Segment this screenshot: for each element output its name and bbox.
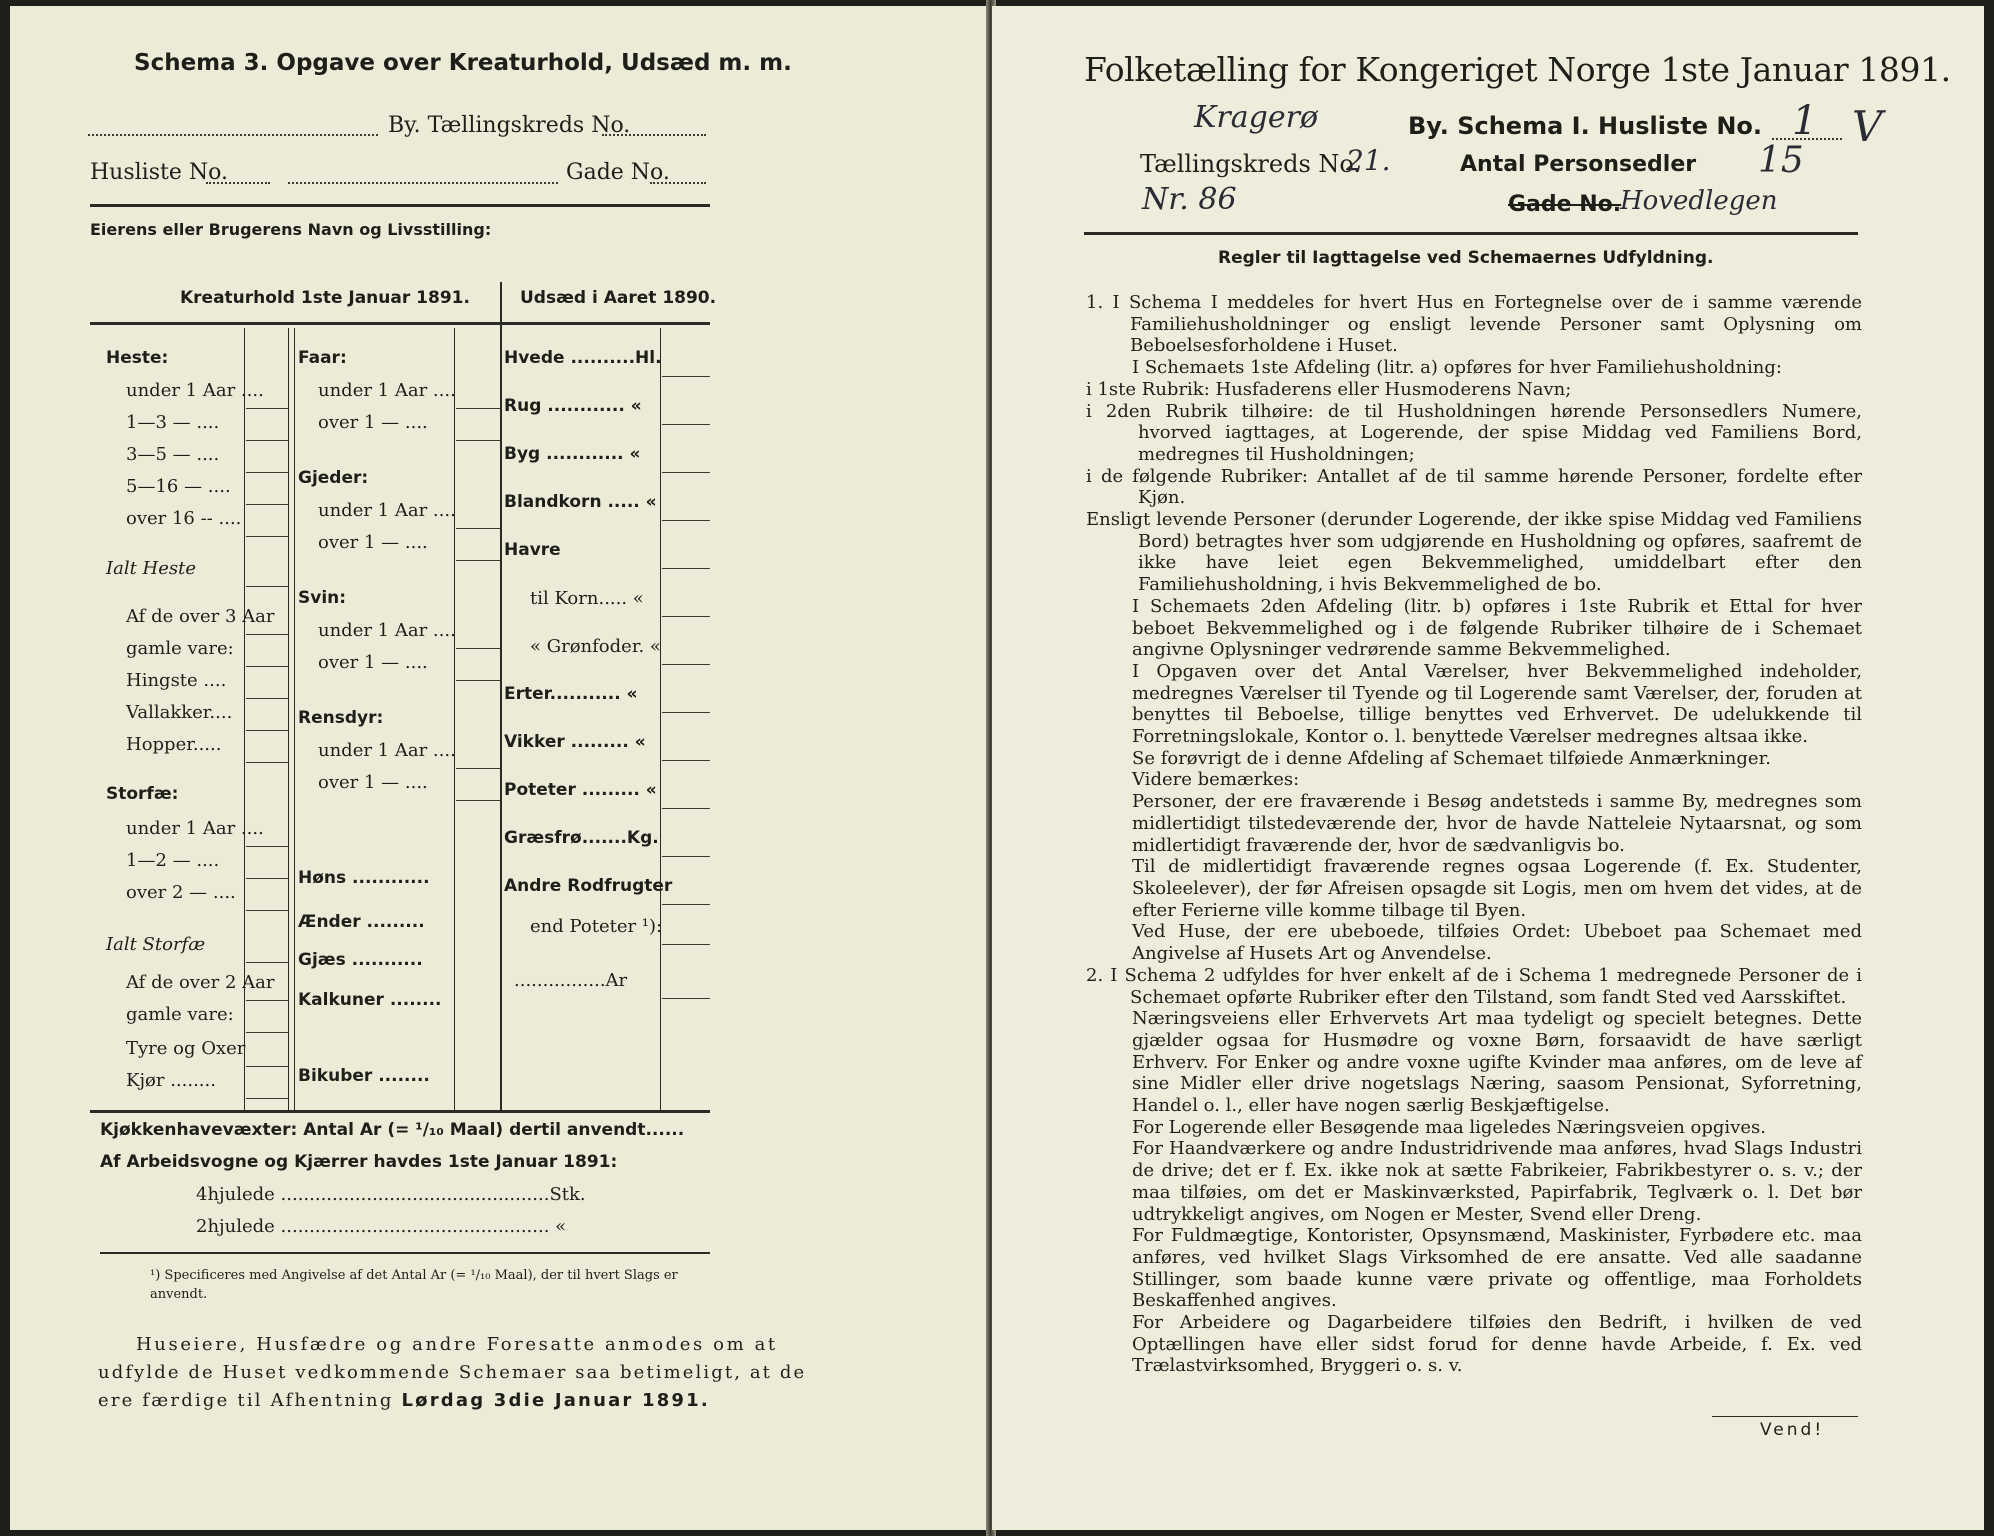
col3-entry-blank-13[interactable] xyxy=(662,998,710,999)
col1-row-7: Af de over 3 Aar xyxy=(126,606,275,627)
col3-entry-blank-4[interactable] xyxy=(662,568,710,569)
right-page xyxy=(992,6,1984,1530)
col1-entry-blank-20[interactable] xyxy=(246,1098,288,1099)
rule-1j: Personer, der ere fraværende i Besøg andetsteds i samme By, medregnes som midlertidigt tilstedeværende der, hvor de havde Natteleie Nytaarsnat, og som midlertidigt fraværende der, hvor de sædvanligvis bo. xyxy=(1132,791,1862,856)
col1-entry-blank-4[interactable] xyxy=(246,504,288,505)
handwritten-husliste: 1 xyxy=(1792,98,1818,144)
col3-row-2: Byg ............ « xyxy=(504,444,641,464)
col1-row-20: Kjør ........ xyxy=(126,1070,216,1091)
fire-hjulede-line: 4hjulede ...............................................Stk. xyxy=(196,1184,586,1205)
handwritten-kreds: 21. xyxy=(1346,144,1391,177)
closing-date: Lørdag 3die Januar 1891. xyxy=(401,1390,710,1411)
gade-blank[interactable] xyxy=(650,182,706,184)
col2-entry-blank-7[interactable] xyxy=(456,648,500,649)
col3-row-13: ................Ar xyxy=(514,970,628,991)
col3-row-6: « Grønfoder. « xyxy=(530,636,661,657)
arbeidsvogne-line: Af Arbeidsvogne og Kjærrer havdes 1ste Januar 1891: xyxy=(100,1152,618,1172)
col2-row-9: Rensdyr: xyxy=(298,708,384,728)
col2-row-7: under 1 Aar .... xyxy=(318,620,456,641)
left-page xyxy=(10,6,990,1530)
rule-1g: I Opgaven over det Antal Værelser, hver Bekvemmelighed indeholder, medregnes Værelser til Tyende og til Logerende samt Værelser, der, foruden at benyttes til Beboelse, tillige benyttes ved Erhvervet. De udelukkende til Forretningslokale, Kontor o. l. benyttede Værelser medregnes altsaa ikke. xyxy=(1132,660,1862,748)
husliste-label: Husliste No. xyxy=(90,160,228,185)
col1-row-3: 3—5 — .... xyxy=(126,444,220,465)
col3-entry-blank-6[interactable] xyxy=(662,664,710,665)
col2-line-a xyxy=(294,328,295,1110)
col2-row-0: Faar: xyxy=(298,348,347,368)
handwritten-town: Kragerø xyxy=(1194,100,1318,135)
col1-row-2: 1—3 — .... xyxy=(126,412,220,433)
col1-row-12: Storfæ: xyxy=(106,784,179,804)
rule-1l: Ved Huse, der ere ubeboede, tilføies Ordet: Ubeboet paa Schemaet med Angivelse af Husets Art og Anvendelse. xyxy=(1132,921,1862,965)
col1-row-18: gamle vare: xyxy=(126,1004,234,1025)
census-title: Folketælling for Kongeriget Norge 1ste Januar 1891. xyxy=(1084,50,1951,89)
by-kreds-label: By. Tællingskreds No. xyxy=(388,113,631,138)
col1-entry-blank-6[interactable] xyxy=(246,586,288,587)
col3-row-9: Poteter ......... « xyxy=(504,780,657,800)
by-schema-label: By. Schema I. Husliste No. xyxy=(1408,112,1763,140)
col3-line-a xyxy=(660,328,661,1110)
col2-entry-blank-10[interactable] xyxy=(456,768,500,769)
col2-row-11: over 1 — .... xyxy=(318,772,428,793)
col3-row-4: Havre xyxy=(504,540,561,560)
col2-row-10: under 1 Aar .... xyxy=(318,740,456,761)
col2-row-2: over 1 — .... xyxy=(318,412,428,433)
rule-2c: For Haandværkere og andre Industridrivende maa anføres, hvad Slags Industri de drive; det er f. Ex. ikke nok at sætte Fabrikeier, Fabrikbestyrer o. s. v.; der maa tilføies, om det er Maskinværksted, Papirfabrik, Teglværk o. l. Det bør udtrykkeligt angives, om Nogen er Mester, Svend eller Dreng. xyxy=(1132,1138,1862,1225)
col2-row-13: Ænder ......... xyxy=(298,912,425,932)
col3-entry-blank-2[interactable] xyxy=(662,472,710,473)
closing-line-1: Huseiere, Husfædre og andre Foresatte anmodes om at xyxy=(136,1334,778,1355)
col1-entry-blank-15[interactable] xyxy=(246,910,288,911)
col1-entry-blank-14[interactable] xyxy=(246,878,288,879)
table-bottom-rule xyxy=(90,1110,710,1113)
col1-entry-blank-16[interactable] xyxy=(246,962,288,963)
col3-entry-blank-9[interactable] xyxy=(662,808,710,809)
header-rule xyxy=(90,204,710,207)
col2-entry-blank-2[interactable] xyxy=(456,440,500,441)
col2-entry-blank-1[interactable] xyxy=(456,408,500,409)
antal-personsedler-label: Antal Personsedler xyxy=(1460,152,1697,177)
rule-2d: For Fuldmægtige, Kontorister, Opsynsmænd, Maskinister, Fyrbødere etc. maa anføres, ved hvilket Slags Virksomhed de ere ansatte. Ved alle saadanne Stillinger, som baade kunne være private og offentlige, maa Forholdets Beskaffenhed angives. xyxy=(1132,1225,1862,1312)
right-header-rule xyxy=(1084,232,1858,235)
footnote: ¹) Specificeres med Angivelse af det Antal Ar (= ¹/₁₀ Maal), der til hvert Slags er anvendt. xyxy=(150,1268,678,1302)
col3-row-10: Græsfrø.......Kg. xyxy=(504,828,659,848)
col1-row-6: Ialt Heste xyxy=(106,558,197,579)
col1-entry-blank-2[interactable] xyxy=(246,440,288,441)
to-hjulede-line: 2hjulede ............................................... « xyxy=(196,1216,567,1237)
col1-row-19: Tyre og Oxer xyxy=(126,1038,246,1059)
tick-mark-icon: V xyxy=(1852,102,1883,151)
col1-row-8: gamle vare: xyxy=(126,638,234,659)
table-top-rule xyxy=(90,322,710,325)
col1-line-b xyxy=(288,328,289,1110)
col2-row-1: under 1 Aar .... xyxy=(318,380,456,401)
rules-body xyxy=(1086,292,1862,1377)
col3-row-11: Andre Rodfrugter xyxy=(504,876,673,896)
col1-row-11: Hopper..... xyxy=(126,734,222,755)
rule-2: 2. I Schema 2 udfyldes for hver enkelt af de i Schema 1 medregnede Personer de i Schemaet opførte Rubriker efter den Tilstand, som fandt Sted ved Aarsskiftet. xyxy=(1086,964,1862,1008)
col1-row-1: under 1 Aar .... xyxy=(126,380,264,401)
vend-rule xyxy=(1712,1416,1858,1417)
col2-entry-blank-4[interactable] xyxy=(456,528,500,529)
col2-row-6: Svin: xyxy=(298,588,347,608)
rule-1e: Ensligt levende Personer (derunder Logerende, der ikke spise Middag ved Familiens Bord) betragtes hver som udgjørende en Husholdning og opføres, saafremt de ikke have leiet egen Bekvemmelighed, umiddelbart efter den Familiehusholdning, i hvis Bekvemmelighed de bo. xyxy=(1086,509,1862,596)
col2-entry-blank-8[interactable] xyxy=(456,680,500,681)
col3-entry-blank-0[interactable] xyxy=(662,376,710,377)
kjokken-line: Kjøkkenhavevæxter: Antal Ar (= ¹/₁₀ Maal) dertil anvendt...... xyxy=(100,1120,685,1140)
col2-entry-blank-5[interactable] xyxy=(456,560,500,561)
rule-1a: I Schemaets 1ste Afdeling (litr. a) opføres for hver Familiehusholdning: xyxy=(1132,357,1782,379)
rule-2b: For Logerende eller Besøgende maa ligeledes Næringsveien opgives. xyxy=(1132,1116,1766,1138)
col2-entry-blank-11[interactable] xyxy=(456,800,500,801)
vend-label: Vend! xyxy=(1760,1420,1825,1440)
col1-entry-blank-1[interactable] xyxy=(246,408,288,409)
handwritten-nr: Nr. 86 xyxy=(1142,182,1237,217)
footnote-rule xyxy=(100,1252,710,1254)
col3-row-3: Blandkorn ..... « xyxy=(504,492,657,512)
col1-row-17: Af de over 2 Aar xyxy=(126,972,275,993)
col3-entry-blank-1[interactable] xyxy=(662,424,710,425)
husliste-blank[interactable] xyxy=(206,182,270,184)
rule-2a: Næringsveiens eller Erhvervets Art maa tydeligt og specielt betegnes. Dette gjælder ogsaa for Husmødre og voxne Børn, forsaavidt de have særligt Erhverv. For Enker og andre voxne ugifte Kvinder maa anføres, om de leve af sine Midler eller drive nogetslags Næring, saasom Pensionat, Syforretning, Handel o. l., eller have nogen særlig Beskjæftigelse. xyxy=(1132,1008,1862,1117)
by-blank[interactable] xyxy=(88,134,378,136)
col2-row-3: Gjeder: xyxy=(298,468,369,488)
rule-1b: i 1ste Rubrik: Husfaderens eller Husmoderens Navn; xyxy=(1086,378,1572,400)
col1-entry-blank-9[interactable] xyxy=(246,698,288,699)
rule-1k: Til de midlertidigt fraværende regnes ogsaa Logerende (f. Ex. Studenter, Skoleelever), der før Afreisen opsagde sit Logis, men om hvem det vides, at de efter Ferierne ville komme tilbage til Byen. xyxy=(1132,856,1862,921)
col1-entry-blank-3[interactable] xyxy=(246,472,288,473)
col3-row-7: Erter........... « xyxy=(504,684,638,704)
handwritten-antal: 15 xyxy=(1758,140,1804,181)
col1-row-14: 1—2 — .... xyxy=(126,850,220,871)
col2-row-4: under 1 Aar .... xyxy=(318,500,456,521)
col3-entry-blank-11[interactable] xyxy=(662,904,710,905)
col1-row-4: 5—16 — .... xyxy=(126,476,231,497)
col1-entry-blank-18[interactable] xyxy=(246,1032,288,1033)
gade-label: Gade No. xyxy=(566,160,670,185)
col1-row-13: under 1 Aar .... xyxy=(126,818,264,839)
rule-1h: Se forøvrigt de i denne Afdeling af Schemaet tilføiede Anmærkninger. xyxy=(1132,747,1771,769)
schema3-title: Schema 3. Opgave over Kreaturhold, Udsæd m. m. xyxy=(134,50,792,76)
col2-row-14: Gjæs ........... xyxy=(298,950,423,970)
col2-line-b xyxy=(454,328,455,1110)
col1-row-10: Vallakker.... xyxy=(126,702,233,723)
rule-2e: For Arbeidere og Dagarbeidere tilføies den Bedrift, i hvilken de ved Optællingen have eller sidst forud for denne havde Arbeide, f. Ex. ved Trælastvirksomhed, Bryggeri o. s. v. xyxy=(1132,1312,1862,1377)
col3-row-5: til Korn..... « xyxy=(530,588,644,609)
rule-1d: i de følgende Rubriker: Antallet af de til samme hørende Personer, fordelte efter Kjøn. xyxy=(1086,465,1862,509)
col1-row-16: Ialt Storfæ xyxy=(106,934,206,955)
rule-1: 1. I Schema I meddeles for hvert Hus en Fortegnelse over de i samme værende Familiehusholdninger og ensligt levende Personer samt Oplysning om Beboelsesforholdene i Huset. xyxy=(1086,292,1862,357)
col2-row-16: Bikuber ........ xyxy=(298,1066,430,1086)
rule-1c: i 2den Rubrik tilhøire: de til Husholdningen hørende Personsedlers Numere, hvorved iagttages, at Logerende, der spise Middag ved Familiens Bord, medregnes til Husholdningen; xyxy=(1086,400,1862,465)
kreds-blank[interactable] xyxy=(602,134,706,136)
col1-entry-blank-17[interactable] xyxy=(246,1000,288,1001)
rule-1f: I Schemaets 2den Afdeling (litr. b) opføres i 1ste Rubrik et Ettal for hver beboet Bekvemmelighed og i de følgende Rubriker tilhøire de i Schemaet angivne Oplysninger vedrørende samme Bekvemmelighed. xyxy=(1132,595,1862,661)
col1-row-15: over 2 — .... xyxy=(126,882,236,903)
col1-entry-blank-7[interactable] xyxy=(246,634,288,635)
col2-row-8: over 1 — .... xyxy=(318,652,428,673)
col1-entry-blank-5[interactable] xyxy=(246,536,288,537)
col3-entry-blank-7[interactable] xyxy=(662,712,710,713)
col3-row-0: Hvede ..........Hl. xyxy=(504,348,662,368)
kreaturhold-header: Kreaturhold 1ste Januar 1891. xyxy=(180,288,470,308)
table-divider xyxy=(500,282,502,1110)
rules-title: Regler til Iagttagelse ved Schemaernes Udfyldning. xyxy=(1218,248,1714,268)
col3-entry-blank-3[interactable] xyxy=(662,520,710,521)
closing-line-3-text: ere færdige til Afhentning xyxy=(98,1390,394,1411)
col1-row-5: over 16 -- .... xyxy=(126,508,242,529)
owner-label: Eierens eller Brugerens Navn og Livsstilling: xyxy=(90,220,492,239)
col3-row-8: Vikker ......... « xyxy=(504,732,646,752)
closing-line-3 xyxy=(98,1390,710,1411)
col1-entry-blank-13[interactable] xyxy=(246,846,288,847)
col2-row-15: Kalkuner ........ xyxy=(298,990,442,1010)
col2-row-12: Høns ............ xyxy=(298,868,430,888)
col1-entry-blank-11[interactable] xyxy=(246,762,288,763)
col1-entry-blank-19[interactable] xyxy=(246,1066,288,1067)
col3-entry-blank-10[interactable] xyxy=(662,856,710,857)
handwritten-gade: Hovedlegen xyxy=(1620,186,1778,216)
col3-row-1: Rug ............ « xyxy=(504,396,642,416)
rule-1i: Videre bemærkes: xyxy=(1132,769,1300,791)
gade-name-blank[interactable] xyxy=(288,182,558,184)
gade-no-label: Gade No. xyxy=(1508,192,1622,217)
col2-row-5: over 1 — .... xyxy=(318,532,428,553)
col3-row-12: end Poteter ¹): xyxy=(530,916,663,937)
col1-entry-blank-10[interactable] xyxy=(246,730,288,731)
udsaed-header: Udsæd i Aaret 1890. xyxy=(520,288,717,308)
col3-entry-blank-8[interactable] xyxy=(662,760,710,761)
col3-entry-blank-12[interactable] xyxy=(662,944,710,945)
col1-row-0: Heste: xyxy=(106,348,169,368)
closing-line-2: udfylde de Huset vedkommende Schemaer saa betimeligt, at de xyxy=(98,1362,807,1383)
col1-entry-blank-8[interactable] xyxy=(246,666,288,667)
col3-entry-blank-5[interactable] xyxy=(662,616,710,617)
col1-row-9: Hingste .... xyxy=(126,670,227,691)
taellingskreds-label: Tællingskreds No. xyxy=(1140,150,1362,178)
